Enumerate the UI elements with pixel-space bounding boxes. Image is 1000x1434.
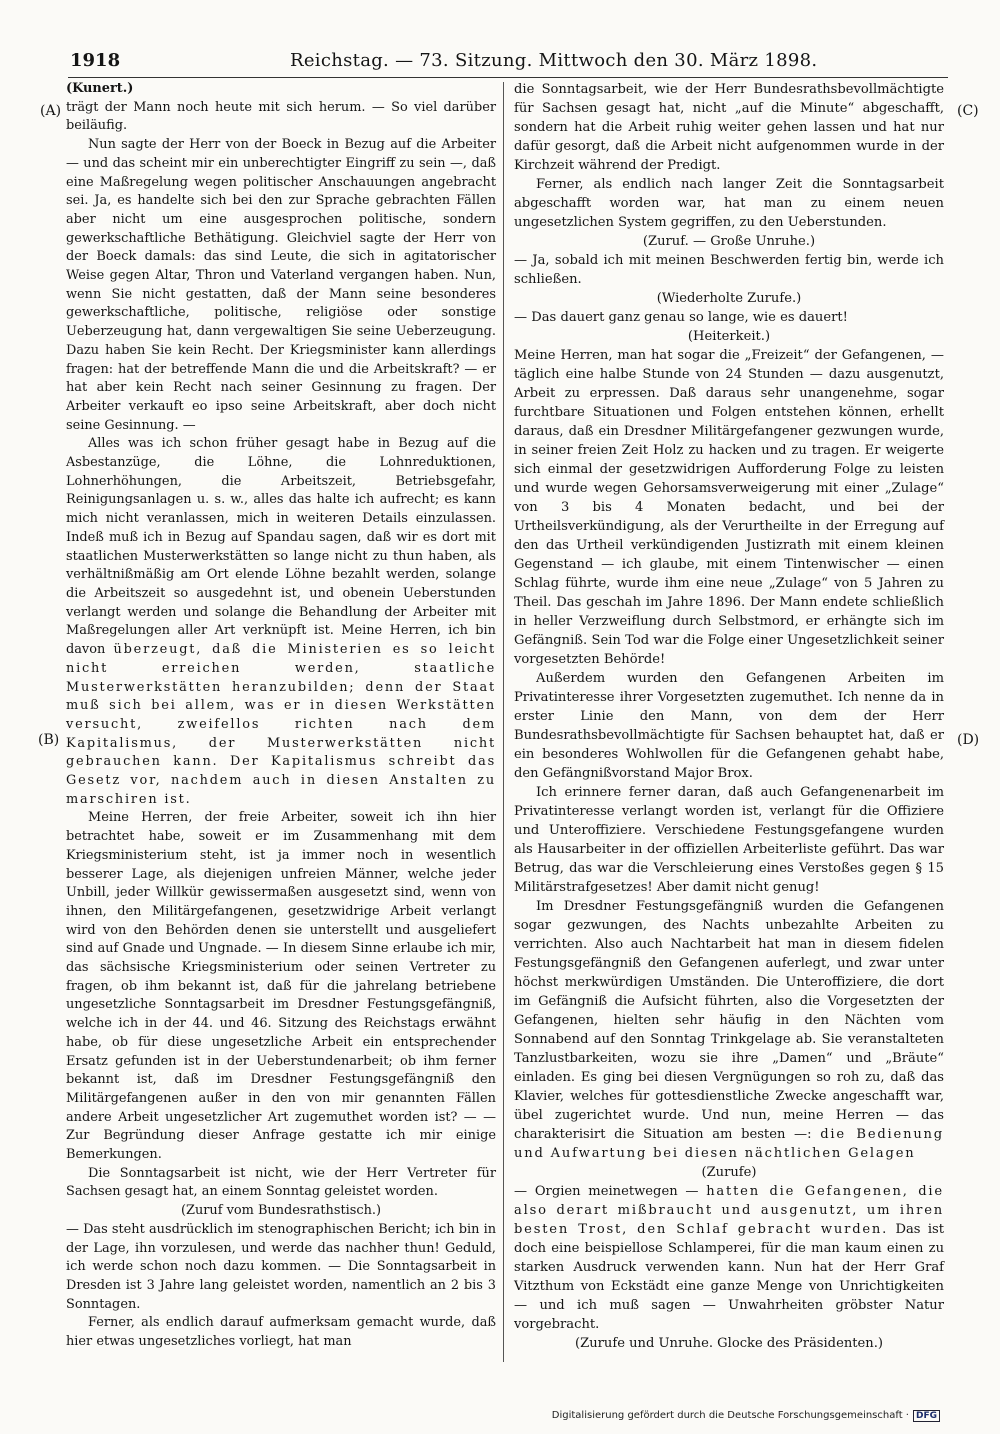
header-rule bbox=[68, 77, 948, 78]
paragraph-text: Das ist doch eine beispiellose Schlamperei, für die man kaum einen zu starken Ausdruck verwenden kann. Nun hat der Herr Graf Vitzthum von Eckstädt eine ganze Menge von Unrichtigkeiten — und ich muß sagen — Unwahrheiten gröbster Natur vorgebracht. bbox=[514, 1222, 945, 1332]
interjection: (Wiederholte Zurufe.) bbox=[656, 291, 802, 306]
digitization-credit bbox=[552, 1410, 940, 1422]
margin-marker-d: (D) bbox=[957, 732, 980, 748]
interjection: (Zurufe) bbox=[701, 1165, 757, 1180]
emphasized-text: hatten die Gefangenen, die also derart mißbraucht und ausgenutzt, um ihren besten Trost, den Schlaf gebracht wurden. bbox=[514, 1184, 944, 1237]
column-divider bbox=[503, 82, 504, 1362]
emphasized-text: überzeugt, daß die Ministerien es so leicht nicht erreichen werden, staatliche Musterwerkstätten heranzubilden; denn der Staat muß sich bei allem, was er in diesen Werkstätten versucht, zweifellos richten nach dem Kapitalismus, der Musterwerkstätten nicht gebrauchen kann. Der Kapitalismus schreibt das Gesetz vor, nachdem auch in diesen Anstalten zu marschiren ist. bbox=[66, 642, 496, 807]
right-column bbox=[514, 80, 944, 1353]
emphasized-text: die Bedienung und Aufwartung bei diesen nächtlichen Gelagen bbox=[514, 1127, 944, 1161]
paragraph bbox=[514, 1182, 944, 1334]
paragraph: Ferner, als endlich darauf aufmerksam gemacht wurde, daß hier etwas ungesetzliches vorliegt, hat man bbox=[66, 1315, 496, 1350]
paragraph-text: Alles was ich schon früher gesagt habe in Bezug auf die Asbestanzüge, die Löhne, die Lohnreduktionen, Lohnerhöhungen, die Arbeitszeit, Betriebsgefahr, Reinigungsanlagen u. s. w., alles das halte ich aufrecht; es kann mich nicht veranlassen, mich in weiteren Details einzulassen. Indeß muß ich in Bezug auf Spandau sagen, daß wir es dort mit staatlichen Musterwerkstätten so lange nicht zu thun haben, als verhältnißmäßig am Ort elende Löhne bezahlt werden, solange die Arbeitszeit so ausgedehnt ist, und obenein Ueberstunden verlangt werden und solange die Behandlung der Arbeiter mit Maßregelungen aller Art verknüpft ist. Meine Herren, ich bin davon bbox=[66, 436, 496, 658]
interjection: (Zuruf. — Große Unruhe.) bbox=[642, 234, 816, 249]
paragraph bbox=[66, 435, 496, 809]
paragraph: Meine Herren, der freie Arbeiter, soweit ich ihn hier betrachtet habe, soweit er im Zusammenhang mit dem Kriegsministerium steht, ist ja immer noch in wesentlich besserer Lage, als diejenigen unfreien Männer, welche jeder Unbill, jeder Willkür gewissermaßen ausgesetzt sind, wenn von ihnen, den Militärgefangenen, gesetzwidrige Arbeit verlangt wird von den Behörden denen sie unterstellt und ausgeliefert sind auf Gnade und Ungnade. — In diesem Sinne erlaube ich mir, das sächsische Kriegsministerium oder seinen Vertreter zu fragen, ob ihm bekannt ist, daß für die jahrelang betriebene ungesetzliche Sonntagsarbeit im Dresdner Festungsgefängniß, welche ich in der 44. und 46. Sitzung des Reichstags erwähnt habe, ob für diese ungesetzliche Arbeit ein entsprechender Ersatz gefunden ist in der Ueberstundenarbeit; ob ihm ferner bekannt ist, daß im Dresdner Festungsgefängniß den Militärgefangenen außer in den von mir genannten Fällen andere Arbeit ungesetzlicher Art zugemuthet worden ist? — — Zur Begründung dieser Anfrage gestatte ich mir einige Bemerkungen. bbox=[66, 810, 496, 1163]
paragraph: — Das dauert ganz genau so lange, wie es dauert! bbox=[514, 310, 848, 325]
paragraph-text: — Orgien meinetwegen — bbox=[514, 1184, 699, 1199]
paragraph bbox=[514, 897, 944, 1163]
paragraph: Außerdem wurden den Gefangenen Arbeiten im Privatinteresse ihrer Vorgesetzten zugemuthet. Ich nenne da in erster Linie den Mann, von dem der Herr Bundesrathsbevollmächtigte für Sachsen behauptet hat, daß er ein besonderes Wohlwollen für die Gefangenen gehabt habe, den Gefängnißvorstand Major Brox. bbox=[514, 671, 944, 781]
paragraph: die Sonntagsarbeit, wie der Herr Bundesrathsbevollmächtigte für Sachsen gesagt hat, nicht „auf die Minute“ abgeschafft, sondern hat die Arbeit ruhig weiter gehen lassen und hat nur dafür gesorgt, daß die Arbeit nicht aufgenommen wurde in der Kirchzeit während der Predigt. bbox=[514, 82, 944, 173]
paragraph: Die Sonntagsarbeit ist nicht, wie der Herr Vertreter für Sachsen gesagt hat, an einem Sonntag geleistet worden. bbox=[66, 1165, 496, 1200]
paragraph: Ferner, als endlich nach langer Zeit die Sonntagsarbeit abgeschafft worden war, hat man zu einem neuen ungesetzlichen System gegriffen, zu den Ueberstunden. bbox=[514, 177, 944, 230]
paragraph: — Ja, sobald ich mit meinen Beschwerden fertig bin, werde ich schließen. bbox=[514, 253, 944, 287]
margin-marker-b: (B) bbox=[38, 732, 60, 748]
running-title: Reichstag. — 73. Sitzung. Mittwoch den 30. März 1898. bbox=[290, 50, 818, 71]
paragraph: Meine Herren, man hat sogar die „Freizeit“ der Gefangenen, — täglich eine halbe Stunde von 24 Stunden — dazu ausgenutzt, Arbeit zu erpressen. Daß daraus sehr unangenehme, sogar furchtbare Situationen und Folgen entstehen können, erhellt daraus, daß ein Dresdner Militärgefangener gezwungen wurde, in seiner freien Zeit Holz zu hacken und zu tragen. Er weigerte sich einmal der gesetzwidrigen Aufforderung Folge zu leisten und wurde wegen Gehorsamsverweigerung mit einer „Zulage“ von 3 bis 4 Monaten bedacht, und bei der Urtheilsverkündigung, als der Verurtheilte in der Erregung auf den das Urtheil verkündigenden Justizrath mit einem kleinen Gegenstand — ich glaube, mit einem Tintenwischer — einen Schlag führte, wurde ihm eine neue „Zulage“ von 5 Jahren zu Theil. Das geschah im Jahre 1896. Der Mann endete schließlich in heller Verzweiflung durch Selbstmord, er erhängte sich im Gefängniß. Sein Tod war die Folge einer Ungesetzlichkeit seiner vorgesetzten Behörde! bbox=[514, 348, 944, 667]
dfg-logo: DFG bbox=[913, 1410, 940, 1422]
paragraph-text: Im Dresdner Festungsgefängniß wurden die Gefangenen sogar gezwungen, des Nachts unbezahlte Arbeiten zu verrichten. Also auch Nachtarbeit hat man in diesem fidelen Festungsgefängniß den Gefangenen auferlegt, und zwar unter höchst merkwürdigen Umständen. Die Unteroffiziere, die dort im Gefängniß die Aufsicht führten, also die Vorgesetzten der Gefangenen, hielten sehr häufig in den Nächten vom Sonnabend auf den Sonntag Trinkgelage ab. Sie veranstalteten Tanzlustbarkeiten, wozu sie ihre „Damen“ und „Bräute“ einladen. Es ging bei diesen Vergnügungen so roh zu, daß das Klavier, welches für gottesdienstliche Zwecke angeschafft war, übel zugerichtet wurde. Und nun, meine Herren — das charakterisirt die Situation am besten —: bbox=[514, 899, 944, 1142]
speaker-name: (Kunert.) bbox=[66, 81, 134, 96]
page-number: 1918 bbox=[70, 50, 121, 71]
credit-text: Digitalisierung gefördert durch die Deutsche Forschungsgemeinschaft · bbox=[551, 1410, 909, 1421]
page-header bbox=[70, 50, 940, 74]
interjection: (Zurufe und Unruhe. Glocke des Präsidenten.) bbox=[575, 1336, 883, 1351]
interjection: (Zuruf vom Bundesrathstisch.) bbox=[180, 1203, 382, 1219]
paragraph: Ich erinnere ferner daran, daß auch Gefangenenarbeit im Privatinteresse verlangt worden ist, verlangt für die Offiziere und Unteroffiziere. Verschiedene Festungsgefangene wurden als Hausarbeiter in der offiziellen Arbeiterliste geführt. Das war Betrug, das war die Verschleierung eines Verstoßes gegen § 15 Militärstrafgesetzes! Aber damit nicht genug! bbox=[514, 785, 944, 895]
margin-marker-c: (C) bbox=[957, 103, 979, 119]
paragraph: Nun sagte der Herr von der Boeck in Bezug auf die Arbeiter — und das scheint mir ein unberechtigter Eingriff zu sein —, daß eine Maßregelung wegen politischer Anschauungen angebracht sei. Ja, es handelte sich bei den zur Sprache gebrachten Fällen aber nicht um eine ausgesprochen politische, sondern gewerkschaftliche Bethätigung. Gleichviel sagte der Herr von der Boeck damals: das sind Leute, die sich in agitatorischer Weise gegen Altar, Thron und Vaterland vergangen haben. Nun, wenn Sie nicht gestatten, daß der Mann seine besonderes gewerkschaftliche, politische, religiöse oder sonstige Ueberzeugung hat, dann vergewaltigen Sie seine Ueberzeugung. Dazu haben Sie kein Recht. Der Kriegsminister kann allerdings fragen: hat der betreffende Mann die und die Arbeitskraft? — er hat aber kein Recht nach seiner Gesinnung zu fragen. Der Arbeiter verkauft eo ipso seine Arbeitskraft, aber doch nicht seine Gesinnung. — bbox=[66, 137, 496, 433]
interjection: (Heiterkeit.) bbox=[687, 329, 771, 344]
left-column bbox=[66, 80, 496, 1352]
paragraph: — Das steht ausdrücklich im stenographischen Bericht; ich bin in der Lage, ihn vorzulesen, und werde das nachher thun! Geduld, ich werde schon noch dazu kommen. — Die Sonntagsarbeit in Dresden ist 3 Jahre lang geleistet worden, namentlich an 2 bis 3 Sonntagen. bbox=[66, 1221, 496, 1312]
margin-marker-a: (A) bbox=[40, 103, 62, 119]
paragraph: trägt der Mann noch heute mit sich herum. — So viel darüber beiläufig. bbox=[66, 99, 496, 134]
